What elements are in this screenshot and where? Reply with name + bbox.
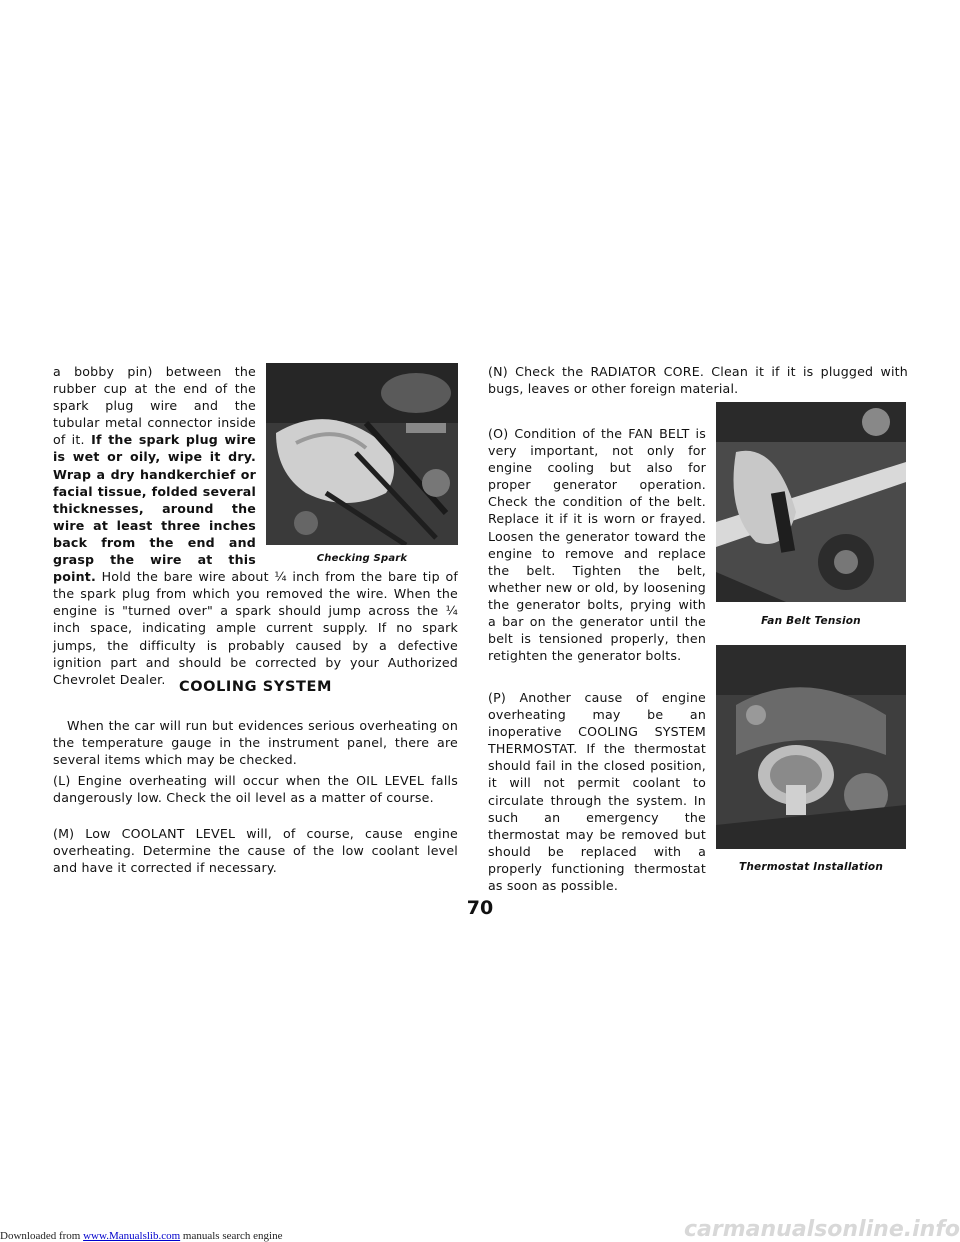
- item-o: (O) Condition of the FAN BELT is very important, not only for engine cooling but also for proper generator operation. Check the condition of the belt. Replace it if it is worn or frayed. Loosen the generator toward the engine to remove and replace the belt. Tighten the belt, whether new or old, by loosening the generator bolts, prying with a bar on the generator until the belt is tensioned properly, then retighten the generator bolts.: [488, 426, 706, 664]
- footer-suffix: manuals search engine: [180, 1230, 283, 1242]
- thermostat-photo: [716, 645, 906, 849]
- checking-spark-figure: [266, 363, 458, 563]
- footer-download-note: [0, 1230, 282, 1242]
- item-m: (M) Low COOLANT LEVEL will, of course, cause engine overheating. Determine the cause of the low coolant level and have it corrected if necessary.: [53, 826, 458, 876]
- manualslib-link[interactable]: www.Manualslib.com: [83, 1230, 181, 1242]
- thermostat-caption: Thermostat Installation: [738, 861, 884, 873]
- item-p: (P) Another cause of engine overheating may be an inoperative COOLING SYSTEM THERMOSTAT. If the thermostat should fail in the closed position, it will not permit coolant to circulate through the system. In such an emergency the thermostat may be removed but should be replaced with a properly functioning thermostat as soon as possible.: [488, 690, 706, 894]
- cooling-system-heading: COOLING SYSTEM: [178, 679, 333, 695]
- watermark-logo: carmanualsonline.info: [684, 1217, 960, 1242]
- item-n: (N) Check the RADIATOR CORE. Clean it if it is plugged with bugs, leaves or other foreign material.: [488, 364, 908, 397]
- fan-belt-photo: [716, 402, 906, 602]
- checking-spark-photo: [266, 363, 458, 545]
- intro-text-a: a bobby pin) between the rubber cup at the end of the spark plug wire and the tubular metal connector inside of it.: [53, 364, 256, 448]
- cooling-intro: When the car will run but evidences serious overheating on the temperature gauge in the instrument panel, there are several items which may be checked.: [53, 718, 458, 768]
- footer-prefix: Downloaded from: [0, 1230, 84, 1242]
- intro-text-bold: If the spark plug wire is wet or oily, wipe it dry. Wrap a dry handkerchief or facial tissue, folded several thicknesses, around the wire at least three inches back from the end and grasp the wire at this point.: [53, 432, 256, 585]
- intro-text-b: Hold the bare wire about ¼ inch from the bare tip of the spark plug from which you removed the wire. When the engine is "turned over" a spark should jump across the ¼ inch space, indicating ample current supply. If no spark jumps, the difficulty is probably caused by a defective ignition part and should be corrected by your Authorized Chevrolet Dealer.: [53, 569, 458, 687]
- item-l: (L) Engine overheating will occur when the OIL LEVEL falls dangerously low. Check the oil level as a matter of course.: [53, 773, 458, 806]
- checking-spark-caption: Checking Spark: [316, 553, 408, 564]
- page-number: 70: [466, 897, 494, 919]
- fan-belt-caption: Fan Belt Tension: [761, 615, 861, 627]
- left-column-intro: [53, 363, 458, 688]
